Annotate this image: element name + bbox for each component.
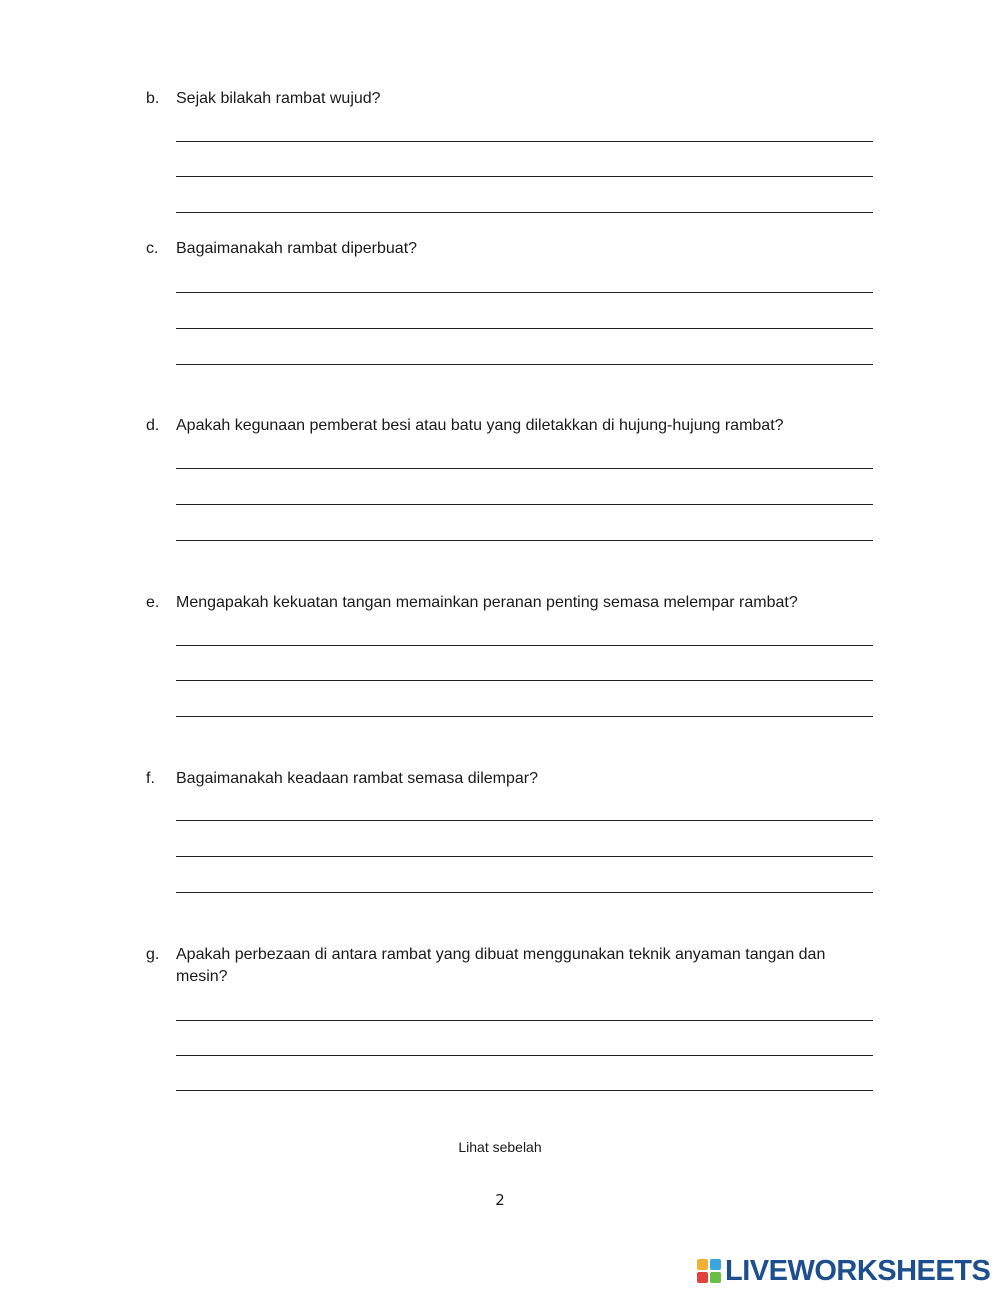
answer-line-f-1[interactable] xyxy=(176,820,873,821)
question-b-label: b. xyxy=(146,90,160,107)
question-c-label: c. xyxy=(146,240,159,257)
answer-line-d-1[interactable] xyxy=(176,468,873,469)
answer-line-b-3[interactable] xyxy=(176,212,873,213)
question-e-text: Mengapakah kekuatan tangan memainkan peranan penting semasa melempar rambat? xyxy=(176,594,798,611)
question-d-label: d. xyxy=(146,417,160,434)
answer-line-c-2[interactable] xyxy=(176,328,873,329)
answer-line-e-1[interactable] xyxy=(176,645,873,646)
answer-line-f-2[interactable] xyxy=(176,856,873,857)
answer-line-c-3[interactable] xyxy=(176,364,873,365)
answer-line-g-2[interactable] xyxy=(176,1055,873,1056)
answer-line-d-3[interactable] xyxy=(176,540,873,541)
question-g-text: Apakah perbezaan di antara rambat yang dibuat menggunakan teknik anyaman tangan dan mesin? xyxy=(176,946,826,985)
question-f-label: f. xyxy=(146,770,155,787)
page-number: 2 xyxy=(495,1191,505,1209)
answer-line-g-1[interactable] xyxy=(176,1020,873,1021)
question-e-label: e. xyxy=(146,594,160,611)
question-b-text: Sejak bilakah rambat wujud? xyxy=(176,90,381,107)
answer-line-d-2[interactable] xyxy=(176,504,873,505)
answer-line-e-3[interactable] xyxy=(176,716,873,717)
brand-name: LIVEWORKSHEETS xyxy=(725,1254,991,1287)
answer-line-e-2[interactable] xyxy=(176,680,873,681)
question-d-text: Apakah kegunaan pemberat besi atau batu yang diletakkan di hujung-hujung rambat? xyxy=(176,417,784,434)
question-c-text: Bagaimanakah rambat diperbuat? xyxy=(176,240,418,257)
answer-line-c-1[interactable] xyxy=(176,292,873,293)
question-f-text: Bagaimanakah keadaan rambat semasa dilempar? xyxy=(176,770,538,787)
footer-see-next-page: Lihat sebelah xyxy=(458,1139,542,1155)
liveworksheets-logo-icon xyxy=(697,1259,721,1283)
answer-line-f-3[interactable] xyxy=(176,892,873,893)
answer-line-g-3[interactable] xyxy=(176,1090,873,1091)
answer-line-b-1[interactable] xyxy=(176,141,873,142)
question-g-label: g. xyxy=(146,946,160,963)
answer-line-b-2[interactable] xyxy=(176,176,873,177)
liveworksheets-brand[interactable] xyxy=(697,1255,990,1287)
